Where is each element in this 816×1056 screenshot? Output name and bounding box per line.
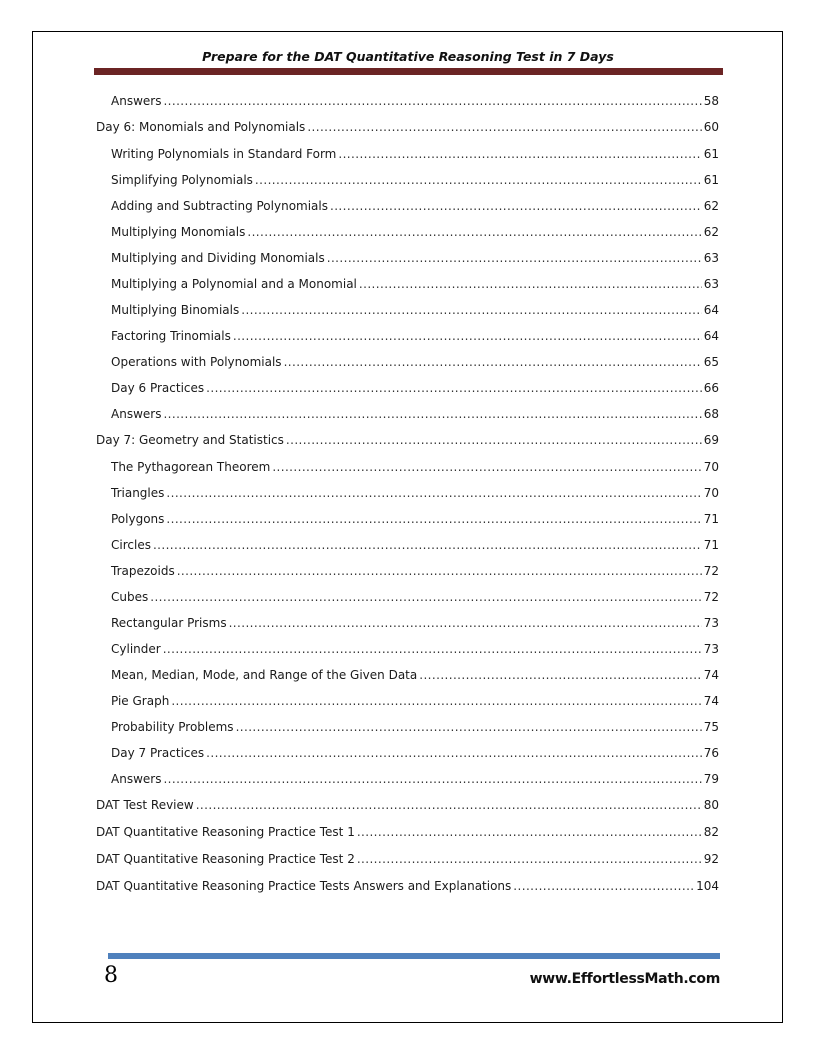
toc-entry xyxy=(111,173,719,191)
toc-entry-page: 72 xyxy=(703,590,719,604)
toc-entry xyxy=(111,147,719,165)
toc-entry-page: 79 xyxy=(703,772,719,786)
toc-entry-page: 63 xyxy=(703,277,719,291)
toc-entry xyxy=(111,381,719,399)
toc-entry-page: 92 xyxy=(703,852,719,866)
toc-entry xyxy=(111,277,719,295)
toc-entry xyxy=(96,852,719,870)
toc-entry-title: Factoring Trinomials xyxy=(111,329,231,343)
toc-entry xyxy=(111,538,719,556)
toc-entry xyxy=(96,120,719,138)
toc-entry-title: Adding and Subtracting Polynomials xyxy=(111,199,328,213)
header-rule xyxy=(94,68,723,75)
toc-dot-leader xyxy=(357,825,702,839)
toc-entry xyxy=(111,225,719,243)
toc-entry-title: Multiplying Binomials xyxy=(111,303,240,317)
toc-entry-page: 60 xyxy=(703,120,719,134)
toc-entry-title: Cylinder xyxy=(111,642,161,656)
toc-entry-title: Operations with Polynomials xyxy=(111,355,282,369)
toc-entry xyxy=(111,512,719,530)
toc-dot-leader xyxy=(171,694,701,708)
toc-entry-page: 64 xyxy=(703,329,719,343)
toc-entry-title: Trapezoids xyxy=(111,564,175,578)
toc-dot-leader xyxy=(236,720,702,734)
toc-entry-page: 61 xyxy=(703,147,719,161)
toc-entry-title: Answers xyxy=(111,407,162,421)
toc-entry xyxy=(111,199,719,217)
toc-entry-page: 82 xyxy=(703,825,719,839)
toc-dot-leader xyxy=(166,512,701,526)
toc-entry-page: 74 xyxy=(703,668,719,682)
toc-entry-page: 80 xyxy=(703,798,719,812)
toc-entry-title: Polygons xyxy=(111,512,165,526)
toc-dot-leader xyxy=(150,590,701,604)
toc-entry-page: 71 xyxy=(703,512,719,526)
toc-entry-title: DAT Test Review xyxy=(96,798,194,812)
toc-entry-title: Multiplying and Dividing Monomials xyxy=(111,251,325,265)
toc-dot-leader xyxy=(177,564,702,578)
toc-dot-leader xyxy=(338,147,701,161)
toc-dot-leader xyxy=(163,407,701,421)
toc-dot-leader xyxy=(206,381,702,395)
toc-entry-page: 62 xyxy=(703,199,719,213)
toc-entry-title: Circles xyxy=(111,538,151,552)
toc-entry xyxy=(96,825,719,843)
toc-entry-title: Day 7 Practices xyxy=(111,746,205,760)
toc-entry-page: 73 xyxy=(703,616,719,630)
toc-entry-page: 76 xyxy=(703,746,719,760)
toc-entry-title: Day 6: Monomials and Polynomials xyxy=(96,120,306,134)
toc-entry-title: Rectangular Prisms xyxy=(111,616,227,630)
toc-dot-leader xyxy=(359,277,702,291)
toc-dot-leader xyxy=(419,668,701,682)
toc-entry-title: Triangles xyxy=(111,486,165,500)
toc-entry-title: Pie Graph xyxy=(111,694,170,708)
footer-rule xyxy=(108,953,720,959)
toc-dot-leader xyxy=(163,94,701,108)
toc-entry-title: Multiplying a Polynomial and a Monomial xyxy=(111,277,357,291)
toc-entry xyxy=(111,564,719,582)
toc-dot-leader xyxy=(330,199,702,213)
toc-entry xyxy=(111,94,719,112)
toc-entry xyxy=(111,642,719,660)
toc-entry xyxy=(111,251,719,269)
toc-entry-page: 66 xyxy=(703,381,719,395)
toc-entry-page: 72 xyxy=(703,564,719,578)
toc-dot-leader xyxy=(196,798,702,812)
toc-dot-leader xyxy=(307,120,701,134)
toc-entry xyxy=(111,746,719,764)
toc-entry-page: 64 xyxy=(703,303,719,317)
toc-dot-leader xyxy=(153,538,702,552)
toc-entry-page: 71 xyxy=(703,538,719,552)
toc-dot-leader xyxy=(206,746,702,760)
toc-entry-page: 63 xyxy=(703,251,719,265)
toc-entry xyxy=(96,798,719,816)
toc-entry-title: Answers xyxy=(111,772,162,786)
toc-entry-title: DAT Quantitative Reasoning Practice Test 2 xyxy=(96,852,355,866)
toc-entry-title: Mean, Median, Mode, and Range of the Given Data xyxy=(111,668,418,682)
toc-dot-leader xyxy=(255,173,702,187)
toc-entry xyxy=(111,590,719,608)
toc-entry-page: 58 xyxy=(703,94,719,108)
toc-entry xyxy=(111,303,719,321)
toc-entry-title: Day 6 Practices xyxy=(111,381,205,395)
toc-dot-leader xyxy=(166,486,701,500)
toc-dot-leader xyxy=(163,772,701,786)
toc-dot-leader xyxy=(284,355,702,369)
toc-entry-title: Writing Polynomials in Standard Form xyxy=(111,147,337,161)
toc-entry-page: 73 xyxy=(703,642,719,656)
toc-entry-page: 70 xyxy=(703,460,719,474)
page-number: 8 xyxy=(104,963,118,988)
toc-dot-leader xyxy=(241,303,701,317)
toc-dot-leader xyxy=(286,433,702,447)
toc-dot-leader xyxy=(247,225,701,239)
toc-entry xyxy=(111,772,719,790)
toc-dot-leader xyxy=(357,852,702,866)
website-label: www.EffortlessMath.com xyxy=(529,971,720,987)
toc-entry-title: Simplifying Polynomials xyxy=(111,173,253,187)
toc-entry-title: Cubes xyxy=(111,590,149,604)
toc-dot-leader xyxy=(327,251,702,265)
toc-entry-page: 65 xyxy=(703,355,719,369)
toc-entry xyxy=(111,407,719,425)
toc-entry xyxy=(111,694,719,712)
toc-entry xyxy=(111,329,719,347)
running-header-title: Prepare for the DAT Quantitative Reasoning Test in 7 Days xyxy=(202,49,614,64)
toc-entry-page: 61 xyxy=(703,173,719,187)
toc-entry-page: 69 xyxy=(703,433,719,447)
toc-dot-leader xyxy=(229,616,702,630)
toc-entry xyxy=(96,433,719,451)
toc-dot-leader xyxy=(513,879,694,893)
toc-entry xyxy=(111,486,719,504)
toc-dot-leader xyxy=(163,642,702,656)
toc-dot-leader xyxy=(233,329,702,343)
toc-entry-title: Multiplying Monomials xyxy=(111,225,246,239)
toc-entry-title: Day 7: Geometry and Statistics xyxy=(96,433,284,447)
toc-entry-page: 62 xyxy=(703,225,719,239)
toc-entry-title: Answers xyxy=(111,94,162,108)
toc-entry-page: 74 xyxy=(703,694,719,708)
toc-entry-title: DAT Quantitative Reasoning Practice Tests Answers and Explanations xyxy=(96,879,512,893)
toc-dot-leader xyxy=(272,460,701,474)
toc-entry-page: 70 xyxy=(703,486,719,500)
toc-entry xyxy=(96,879,719,897)
toc-entry xyxy=(111,616,719,634)
toc-entry-title: Probability Problems xyxy=(111,720,234,734)
toc-entry xyxy=(111,720,719,738)
toc-entry xyxy=(111,668,719,686)
toc-entry-page: 104 xyxy=(696,879,719,893)
toc-entry-page: 68 xyxy=(703,407,719,421)
toc-entry-title: DAT Quantitative Reasoning Practice Test 1 xyxy=(96,825,355,839)
toc-entry-page: 75 xyxy=(703,720,719,734)
toc-entry xyxy=(111,460,719,478)
toc-entry xyxy=(111,355,719,373)
toc-entry-title: The Pythagorean Theorem xyxy=(111,460,271,474)
